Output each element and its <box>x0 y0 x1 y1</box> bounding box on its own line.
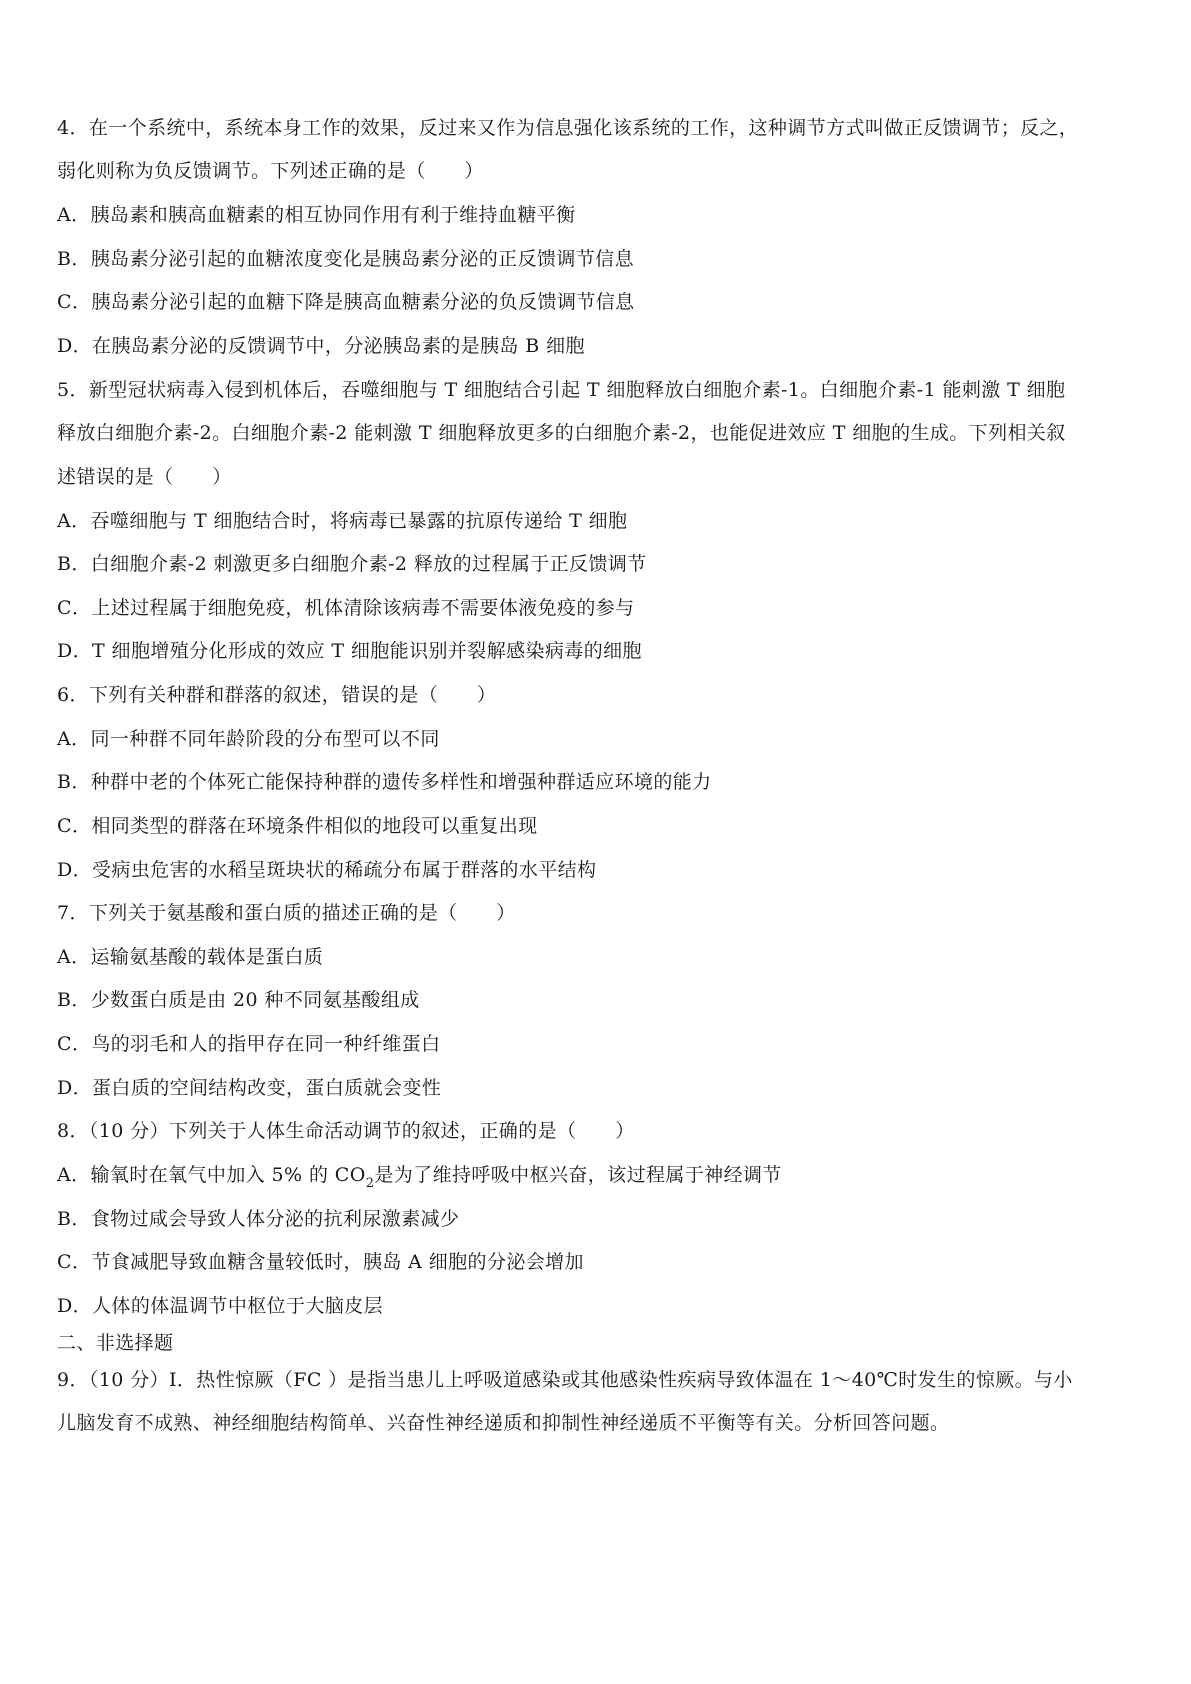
q5-option-b: B．白细胞介素-2 刺激更多白细胞介素-2 释放的过程属于正反馈调节 <box>57 553 647 575</box>
q8-stem-line-1: 8．（10 分）下列关于人体生命活动调节的叙述，正确的是（ ） <box>57 1120 635 1142</box>
q5-option-c: C．上述过程属于细胞免疫，机体清除该病毒不需要体液免疫的参与 <box>57 597 635 619</box>
section-title: 二、非选择题 <box>57 1332 174 1354</box>
q6-option-b: B．种群中老的个体死亡能保持种群的遗传多样性和增强种群适应环境的能力 <box>57 771 712 793</box>
q9-line-2: 儿脑发育不成熟、神经细胞结构简单、兴奋性神经递质和抑制性神经递质不平衡等有关。分析回答问题。 <box>57 1412 950 1434</box>
q8-option-a-before: A．输氧时在氧气中加入 5% 的 CO <box>57 1164 366 1186</box>
q5-stem-line-3: 述错误的是（ ） <box>57 466 232 488</box>
q4-option-c: C．胰岛素分泌引起的血糖下降是胰高血糖素分泌的负反馈调节信息 <box>57 291 635 313</box>
q8-option-d: D．人体的体温调节中枢位于大脑皮层 <box>57 1295 384 1317</box>
q8-option-a-subscript: 2 <box>365 1176 375 1191</box>
q7-option-a: A．运输氨基酸的载体是蛋白质 <box>57 946 324 968</box>
q8-option-c: C．节食减肥导致血糖含量较低时，胰岛 A 细胞的分泌会增加 <box>57 1251 584 1273</box>
q4-option-d: D．在胰岛素分泌的反馈调节中，分泌胰岛素的是胰岛 B 细胞 <box>57 335 585 357</box>
q4-stem-line-2: 弱化则称为负反馈调节。下列述正确的是（ ） <box>57 160 484 182</box>
q9-line-1: 9．（10 分）Ⅰ．热性惊厥（FC ）是指当患儿上呼吸道感染或其他感染性疾病导致体温在 1～40℃时发生的惊厥。与小 <box>57 1369 1073 1391</box>
q6-option-c: C．相同类型的群落在环境条件相似的地段可以重复出现 <box>57 815 538 837</box>
q5-option-a: A．吞噬细胞与 T 细胞结合时，将病毒已暴露的抗原传递给 T 细胞 <box>57 510 628 532</box>
q4-option-b: B．胰岛素分泌引起的血糖浓度变化是胰岛素分泌的正反馈调节信息 <box>57 248 634 270</box>
q4-option-a: A．胰岛素和胰高血糖素的相互协同作用有利于维持血糖平衡 <box>57 204 576 226</box>
q6-stem-line-1: 6．下列有关种群和群落的叙述，错误的是（ ） <box>57 684 497 706</box>
q7-stem-line-1: 7．下列关于氨基酸和蛋白质的描述正确的是（ ） <box>57 902 516 924</box>
q6-option-a: A．同一种群不同年龄阶段的分布型可以不同 <box>57 728 440 750</box>
q5-stem-line-2: 释放白细胞介素-2。白细胞介素-2 能刺激 T 细胞释放更多的白细胞介素-2，也能促进效应 T 细胞的生成。下列相关叙 <box>57 422 1066 444</box>
q7-option-b: B．少数蛋白质是由 20 种不同氨基酸组成 <box>57 989 420 1011</box>
q6-option-d: D．受病虫危害的水稻呈斑块状的稀疏分布属于群落的水平结构 <box>57 859 597 881</box>
q8-option-b: B．食物过咸会导致人体分泌的抗利尿激素减少 <box>57 1208 460 1230</box>
q4-stem-line-1: 4．在一个系统中，系统本身工作的效果，反过来又作为信息强化该系统的工作，这种调节方式叫做正反馈调节；反之， <box>57 117 1079 139</box>
q8-option-a-after: 是为了维持呼吸中枢兴奋，该过程属于神经调节 <box>374 1164 782 1186</box>
q7-option-c: C．鸟的羽毛和人的指甲存在同一种纤维蛋白 <box>57 1033 441 1055</box>
q5-option-d: D．T 细胞增殖分化形成的效应 T 细胞能识别并裂解感染病毒的细胞 <box>57 640 642 662</box>
q7-option-d: D．蛋白质的空间结构改变，蛋白质就会变性 <box>57 1077 442 1099</box>
q5-stem-line-1: 5．新型冠状病毒入侵到机体后，吞噬细胞与 T 细胞结合引起 T 细胞释放白细胞介素-1。白细胞介素-1 能刺激 T 细胞 <box>57 379 1066 401</box>
q8-option-a <box>57 1162 1137 1191</box>
